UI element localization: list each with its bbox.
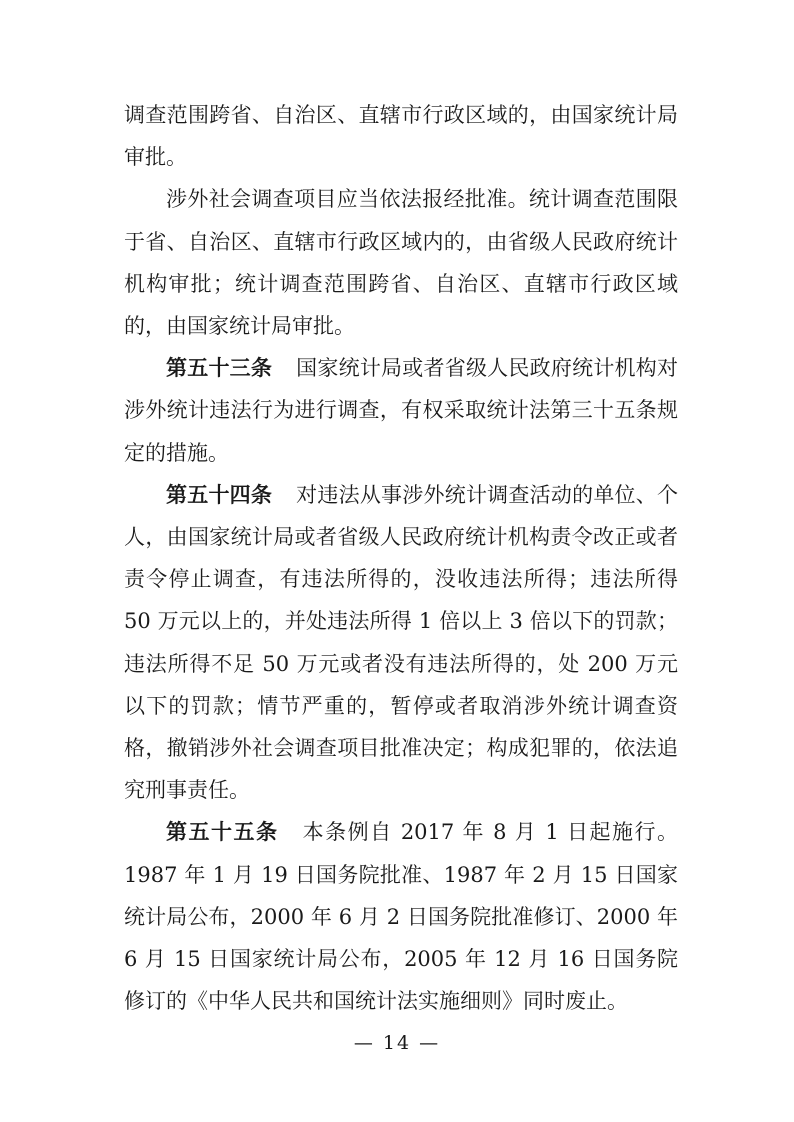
article-label: 第五十四条 (166, 482, 273, 507)
article-label: 第五十三条 (166, 356, 273, 381)
article-54 (124, 474, 678, 812)
article-label: 第五十五条 (166, 820, 279, 845)
paragraph-text: 涉外社会调查项目应当依法报经批准。统计调查范围限于省、自治区、直辖市行政区域内的，由省级人民政府统计机构审批；统计调查范围跨省、自治区、直辖市行政区域的，由国家统计局审批。 (124, 187, 678, 339)
document-body (124, 94, 678, 1022)
article-text: 本条例自 2017 年 8 月 1 日起施行。1987 年 1 月 19 日国务院批准、1987 年 2 月 15 日国家统计局公布，2000 年 6 月 2 日国务院批准修订、2000 年 6 月 15 日国家统计局公布，2005 年 12 月 16 日国务院修订的《中华人民共和国统计法实施细则》同时废止。 (124, 820, 679, 1014)
article-text: 对违法从事涉外统计调查活动的单位、个人，由国家统计局或者省级人民政府统计机构责令改正或者责令停止调查，有违法所得的，没收违法所得；违法所得 50 万元以上的，并处违法所得 1 倍以上 3 倍以下的罚款；违法所得不足 50 万元或者没有违法所得的，处 200 万元以下的罚款；情节严重的，暂停或者取消涉外统计调查资格，撤销涉外社会调查项目批准决定；构成犯罪的，依法追究刑事责任。 (124, 482, 679, 803)
article-text: 国家统计局或者省级人民政府统计机构对涉外统计违法行为进行调查，有权采取统计法第三十五条规定的措施。 (124, 356, 679, 465)
article-53 (124, 347, 678, 474)
page-number: — 14 — (353, 1032, 441, 1054)
paragraph-continuation (124, 94, 678, 178)
paragraph-text: 调查范围跨省、自治区、直辖市行政区域的，由国家统计局审批。 (124, 103, 678, 170)
article-55 (124, 811, 678, 1022)
paragraph-foreign-survey-approval (124, 178, 678, 347)
